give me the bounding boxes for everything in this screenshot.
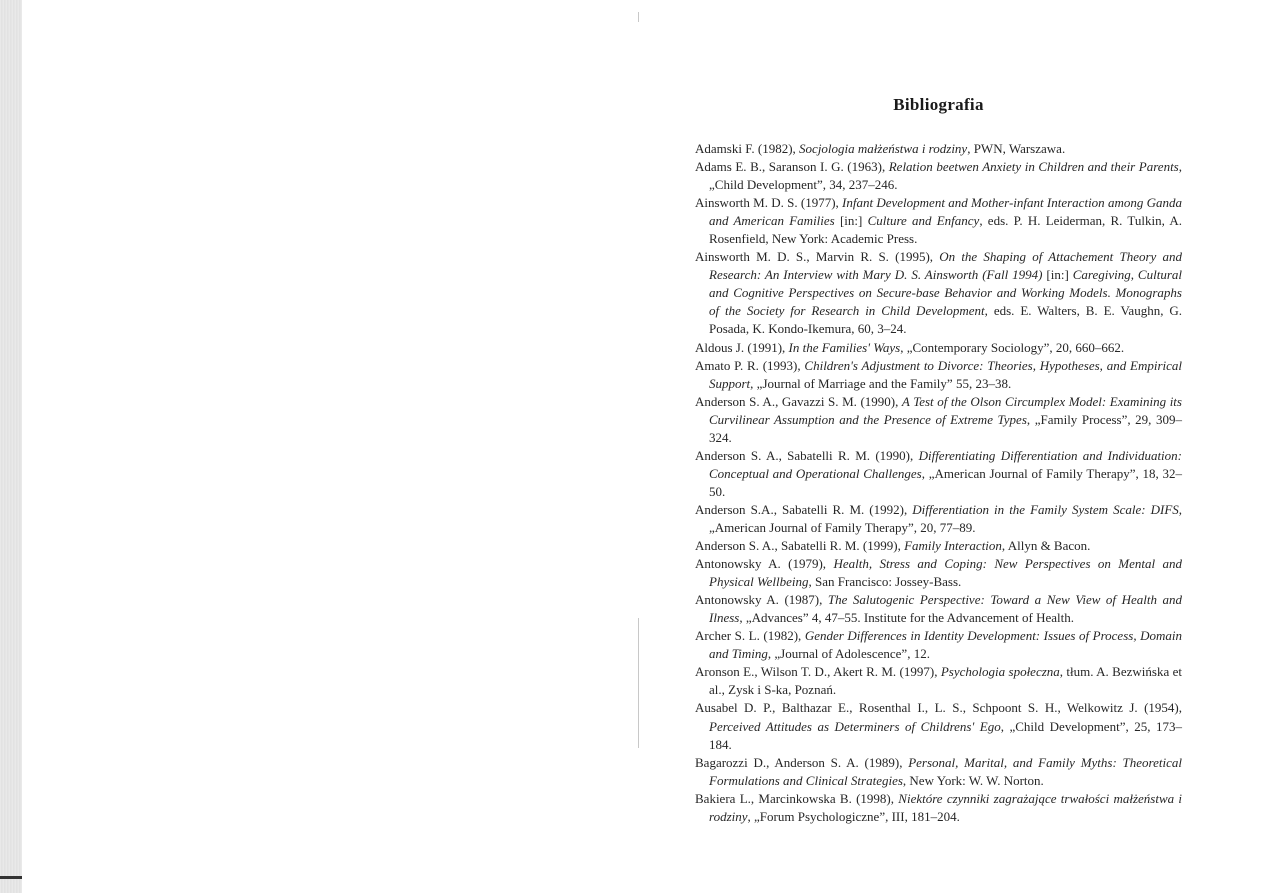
entry-text: Anderson S. A., Gavazzi S. M. (1990), — [695, 393, 902, 409]
bibliography-entry — [695, 339, 1182, 357]
bibliography-entry — [695, 158, 1182, 194]
entry-title: Caregiving, Cultural and Cognitive Perspectives on Secure-base Behavior and Working Models. Monographs of the Society for Research in Child Development — [709, 267, 1183, 319]
entry-text: , „Child Development”, 34, 237–246. — [709, 159, 1182, 193]
bibliography-entry — [695, 140, 1182, 158]
entry-title: Differentiating Differentiation and Individuation: Conceptual and Operational Challenges — [709, 447, 1182, 481]
entry-text: [in:] — [1042, 267, 1073, 283]
bibliography-entry — [695, 248, 1182, 338]
entry-title: Psychologia społeczna — [940, 664, 1060, 680]
entry-text: , eds. P. H. Leiderman, R. Tulkin, A. Rosenfield, New York: Academic Press. — [709, 213, 1182, 247]
entry-text: Ausabel D. P., Balthazar E., Rosenthal I., L. S., Schpoont S. H., Welkowitz J. (1954), — [695, 700, 1182, 716]
entry-title: In the Families' Ways — [788, 339, 901, 355]
entry-text: Antonowsky A. (1979), — [695, 556, 834, 572]
entry-text: , San Francisco: Jossey-Bass. — [808, 574, 962, 590]
bibliography-entry — [695, 537, 1182, 555]
entry-text: , PWN, Warszawa. — [967, 141, 1066, 156]
bibliography-entry — [695, 627, 1182, 663]
entry-text: , „Journal of Marriage and the Family” 55, 23–38. — [750, 375, 1012, 391]
entry-title: Infant Development and Mother-infant Interaction among Ganda and American Families — [709, 195, 1182, 229]
entry-text: , „American Journal of Family Therapy”, 18, 32–50. — [709, 465, 1182, 499]
entry-text: Anderson S. A., Sabatelli R. M. (1990), — [695, 447, 919, 463]
bibliography-entry — [695, 393, 1182, 447]
bibliography-entry — [695, 790, 1182, 826]
entry-text: Archer S. L. (1982), — [695, 628, 805, 644]
entry-title: Family Interaction — [904, 538, 1002, 554]
bibliography-entry — [695, 754, 1182, 790]
entry-title: On the Shaping of Attachement Theory and Research: An Interview with Mary D. S. Ainsworth (Fall 1994) — [709, 249, 1182, 283]
entry-title: Socjologia małżeństwa i rodziny — [799, 141, 968, 156]
entry-text: , „Forum Psychologiczne”, III, 181–204. — [747, 808, 960, 824]
entry-title: Relation beetwen Anxiety in Children and their Parents — [888, 159, 1179, 175]
bibliography-entry — [695, 357, 1182, 393]
entry-text: Adamski F. (1982), — [695, 141, 800, 156]
entry-title: Perceived Attitudes as Determiners of Childrens' Ego — [709, 718, 1001, 734]
page-heading: Bibliografia — [893, 95, 984, 114]
entry-title: Niektóre czynniki zagrażające trwałości małżeństwa i rodziny — [709, 790, 1182, 824]
entry-text: Bakiera L., Marcinkowska B. (1998), — [695, 790, 899, 806]
entry-text: Ainsworth M. D. S., Marvin R. S. (1995), — [695, 249, 940, 265]
entry-text: , „Contemporary Sociology”, 20, 660–662. — [900, 339, 1125, 355]
entry-text: , „Journal of Adolescence”, 12. — [767, 646, 930, 662]
entry-title: Health, Stress and Coping: New Perspectives on Mental and Physical Wellbeing — [709, 556, 1183, 590]
bibliography-list — [695, 140, 1182, 826]
bibliography-entry — [695, 447, 1182, 501]
bibliography-entry — [695, 194, 1182, 248]
entry-title: Differentiation in the Family System Scale: DIFS — [912, 501, 1179, 517]
entry-text: , „American Journal of Family Therapy”, 20, 77–89. — [709, 501, 1183, 535]
entry-text: , Allyn & Bacon. — [1001, 538, 1091, 554]
entry-text: Amato P. R. (1993), — [695, 357, 805, 373]
page-gutter-mark — [638, 12, 639, 22]
entry-text: Anderson S. A., Sabatelli R. M. (1999), — [695, 538, 905, 554]
bibliography-entry — [695, 591, 1182, 627]
entry-text: , eds. E. Walters, B. E. Vaughn, G. Posada, K. Kondo-Ikemura, 60, 3–24. — [709, 303, 1183, 337]
entry-title: Children's Adjustment to Divorce: Theories, Hypotheses, and Empirical Support — [709, 357, 1183, 391]
entry-title: Personal, Marital, and Family Myths: Theoretical Formulations and Clinical Strategies — [709, 754, 1183, 788]
bibliography-entry — [695, 555, 1182, 591]
page-gutter-mark — [638, 618, 639, 748]
entry-text: , „Child Development”, 25, 173–184. — [709, 718, 1182, 752]
entry-text: Bagarozzi D., Anderson S. A. (1989), — [695, 754, 909, 770]
entry-title: A Test of the Olson Circumplex Model: Examining its Curvilinear Assumption and the Presence of Extreme Types — [709, 393, 1182, 427]
entry-title: Gender Differences in Identity Development: Issues of Process, Domain and Timing — [709, 628, 1182, 662]
bibliography-entry — [695, 501, 1182, 537]
book-spine-scan-edge — [0, 0, 22, 893]
entry-text: Adams E. B., Saranson I. G. (1963), — [695, 159, 889, 175]
right-page — [695, 95, 1182, 826]
scan-edge-mark — [0, 876, 22, 879]
entry-text: , „Advances” 4, 47–55. Institute for the Advancement of Health. — [739, 610, 1074, 626]
entry-text: Anderson S.A., Sabatelli R. M. (1992), — [695, 501, 913, 517]
entry-title: The Salutogenic Perspective: Toward a New View of Health and Ilness — [709, 592, 1182, 626]
entry-text: Antonowsky A. (1987), — [695, 592, 828, 608]
entry-text: [in:] — [834, 213, 868, 229]
entry-text: Aldous J. (1991), — [695, 339, 789, 355]
entry-text: Ainsworth M. D. S. (1977), — [695, 195, 843, 211]
entry-text: , „Family Process”, 29, 309–324. — [709, 411, 1182, 445]
entry-text: , New York: W. W. Norton. — [902, 772, 1044, 788]
bibliography-entry — [695, 663, 1182, 699]
bibliography-entry — [695, 699, 1182, 753]
entry-text: , tłum. A. Bezwińska et al., Zysk i S-ka, Poznań. — [709, 664, 1182, 698]
entry-title: Culture and Enfancy — [867, 213, 980, 229]
entry-text: Aronson E., Wilson T. D., Akert R. M. (1997), — [695, 664, 941, 680]
